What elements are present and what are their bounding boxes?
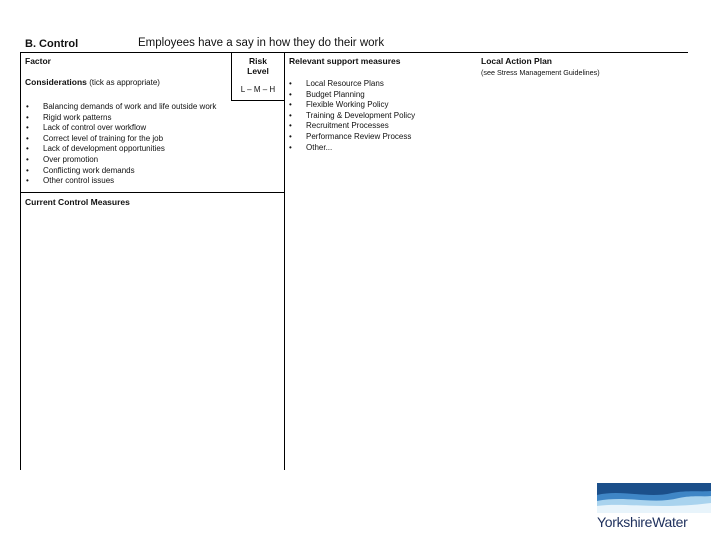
consideration-item[interactable]: • Lack of control over workflow [25,123,216,134]
considerations-title: Considerations [25,77,87,87]
controls-section-divider [20,192,284,193]
risk-level-header [232,56,284,76]
yorkshire-water-logo [597,483,711,529]
consideration-item[interactable]: • Rigid work patterns [25,113,216,124]
risk-level-header-line1: Risk [249,56,267,66]
risk-scale: L – M – H [240,85,276,94]
logo-text: YorkshireWater [597,514,688,530]
table-top-border [20,52,688,53]
consideration-item[interactable]: • Balancing demands of work and life outside work [25,102,216,113]
support-measure-item: • Local Resource Plans [288,79,415,90]
action-plan-area[interactable] [478,82,686,468]
action-plan-header: Local Action Plan [481,56,553,66]
current-controls-area[interactable] [22,210,282,468]
risk-level-header-line2: Level [247,66,269,76]
support-measure-item: • Training & Development Policy [288,111,415,122]
considerations-note: (tick as appropriate) [89,78,160,87]
factor-header: Factor [25,56,51,66]
consideration-item[interactable]: • Correct level of training for the job [25,134,216,145]
factor-column-divider [284,52,285,470]
table-left-border [20,52,21,470]
action-plan-note: (see Stress Management Guidelines) [481,68,600,77]
section-subtitle: Employees have a say in how they do their work [138,37,385,49]
support-measure-item: • Other... [288,143,415,154]
section-label: B. Control [25,38,79,50]
risk-cell-bottom-border [231,100,284,101]
logo-wave-graphic [597,483,711,513]
support-measures-list [288,79,415,153]
consideration-item[interactable]: • Conflicting work demands [25,166,216,177]
support-measures-header: Relevant support measures [289,56,401,66]
consideration-item[interactable]: • Lack of development opportunities [25,144,216,155]
considerations-heading [25,77,160,87]
consideration-item[interactable]: • Over promotion [25,155,216,166]
support-measure-item: • Flexible Working Policy [288,100,415,111]
support-measure-item: • Performance Review Process [288,132,415,143]
current-controls-heading: Current Control Measures [25,197,130,207]
consideration-item[interactable]: • Other control issues [25,176,216,187]
considerations-list [25,102,216,187]
support-measure-item: • Budget Planning [288,90,415,101]
support-measure-item: • Recruitment Processes [288,121,415,132]
